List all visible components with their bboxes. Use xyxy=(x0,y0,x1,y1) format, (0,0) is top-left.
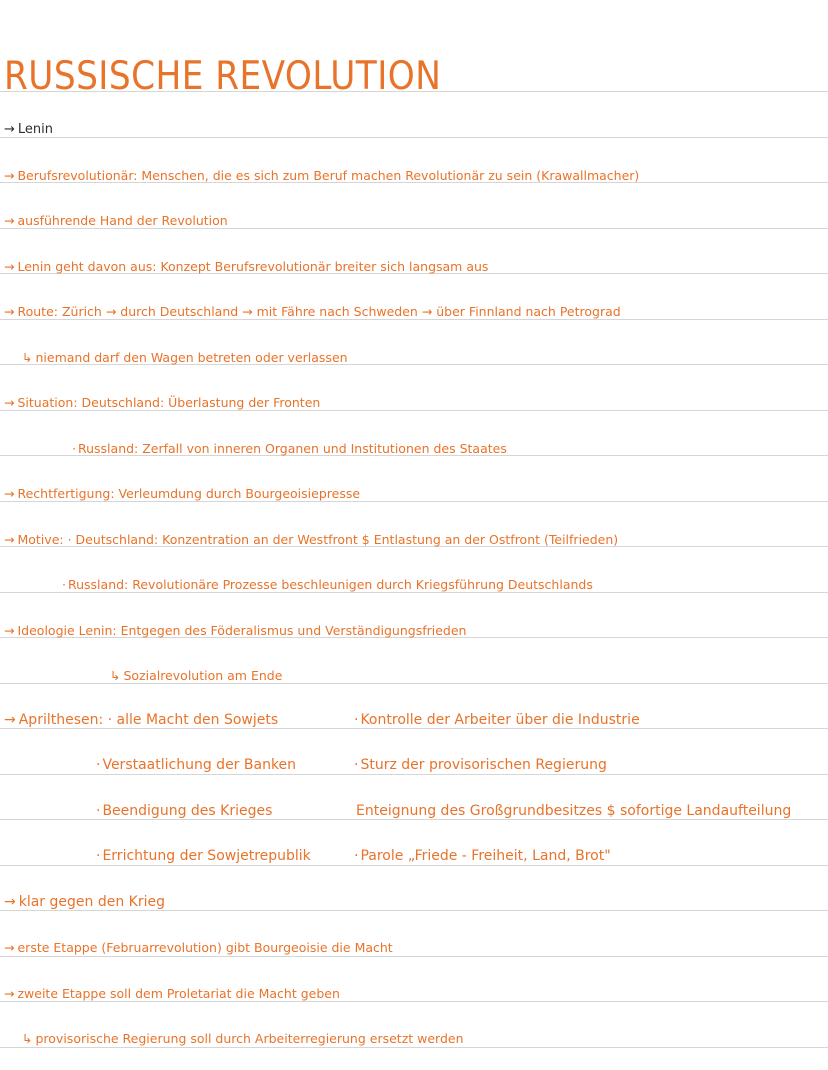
note-text: Parole „Friede - Freiheit, Land, Brot" xyxy=(360,848,611,864)
note-text: klar gegen den Krieg xyxy=(18,894,165,910)
note-line xyxy=(4,395,320,410)
ruled-line xyxy=(0,1047,828,1048)
note-text: Lenin geht davon aus: Konzept Berufsrevolutionär breiter sich langsam aus xyxy=(17,259,489,274)
ruled-line xyxy=(0,956,828,957)
note-text: Enteignung des Großgrundbesitzes $ sofortige Landaufteilung xyxy=(356,803,792,819)
ruled-line xyxy=(0,910,828,911)
page-title: RUSSISCHE REVOLUTION xyxy=(4,54,442,99)
note-line xyxy=(354,712,640,728)
note-text: provisorische Regierung soll durch Arbeiterregierung ersetzt werden xyxy=(35,1031,464,1046)
arrow-icon: → xyxy=(4,532,15,547)
note-text: Route: Zürich → durch Deutschland → mit Fähre nach Schweden → über Finnland nach Petrograd xyxy=(17,304,621,319)
arrow-icon: → xyxy=(4,986,15,1001)
arrow-icon: → xyxy=(4,940,15,955)
note-text: ausführende Hand der Revolution xyxy=(17,213,228,228)
bullet-icon: · xyxy=(354,757,359,773)
note-line xyxy=(4,623,466,638)
note-line xyxy=(4,486,360,501)
ruled-line xyxy=(0,319,828,320)
ruled-line xyxy=(0,728,828,729)
note-text: Motive: · Deutschland: Konzentration an der Westfront $ Entlastung an der Ostfront (Teilfrieden) xyxy=(17,532,619,547)
note-line xyxy=(96,757,296,773)
bullet-icon: · xyxy=(354,848,359,864)
note-text: Sozialrevolution am Ende xyxy=(123,668,283,683)
bullet-icon: · xyxy=(354,712,359,728)
note-text: Russland: Revolutionäre Prozesse beschleunigen durch Kriegsführung Deutschlands xyxy=(67,577,593,592)
bullet-icon: · xyxy=(96,757,101,773)
arrow-icon: → xyxy=(4,623,15,638)
note-text: Kontrolle der Arbeiter über die Industrie xyxy=(360,712,640,728)
note-text: Rechtfertigung: Verleumdung durch Bourgeoisiepresse xyxy=(17,486,361,501)
note-text: niemand darf den Wagen betreten oder verlassen xyxy=(35,350,348,365)
sub-arrow-icon: ↳ xyxy=(110,668,121,683)
arrow-icon: → xyxy=(4,894,16,910)
bullet-icon: · xyxy=(62,577,66,592)
note-text: Aprilthesen: · alle Macht den Sowjets xyxy=(18,712,279,728)
arrow-icon: → xyxy=(4,213,15,228)
arrow-icon: → xyxy=(4,712,16,728)
note-line xyxy=(4,532,618,547)
note-line xyxy=(4,986,340,1001)
note-text: Situation: Deutschland: Überlastung der Fronten xyxy=(17,395,321,410)
note-text: Sturz der provisorischen Regierung xyxy=(360,757,607,773)
ruled-line xyxy=(0,501,828,502)
note-line xyxy=(96,848,311,864)
note-text: zweite Etappe soll dem Proletariat die Macht geben xyxy=(17,986,340,1001)
ruled-line xyxy=(0,410,828,411)
note-line xyxy=(354,757,607,773)
bullet-icon: · xyxy=(96,848,101,864)
note-line xyxy=(354,848,611,864)
ruled-line xyxy=(0,819,828,820)
sub-arrow-icon: ↳ xyxy=(22,1031,33,1046)
arrow-icon: → xyxy=(4,259,15,274)
note-text: Verstaatlichung der Banken xyxy=(102,757,297,773)
note-text: Beendigung des Krieges xyxy=(102,803,273,819)
arrow-icon: → xyxy=(4,304,15,319)
note-line xyxy=(22,1031,464,1046)
note-line xyxy=(110,668,282,683)
note-text: Ideologie Lenin: Entgegen des Föderalismus und Verständigungsfrieden xyxy=(17,623,467,638)
arrow-icon: → xyxy=(4,486,15,501)
note-text: Berufsrevolutionär: Menschen, die es sich zum Beruf machen Revolutionär zu sein (Krawallmacher) xyxy=(17,168,640,183)
note-line xyxy=(4,940,393,955)
sub-arrow-icon: ↳ xyxy=(22,350,33,365)
note-line xyxy=(4,259,488,274)
ruled-line xyxy=(0,228,828,229)
note-line xyxy=(72,441,507,456)
note-line xyxy=(4,122,53,137)
note-text: erste Etappe (Februarrevolution) gibt Bourgeoisie die Macht xyxy=(17,940,393,955)
note-line xyxy=(22,350,348,365)
ruled-line xyxy=(0,774,828,775)
ruled-line xyxy=(0,137,828,138)
arrow-icon: → xyxy=(4,395,15,410)
note-text: Errichtung der Sowjetrepublik xyxy=(102,848,311,864)
note-line xyxy=(4,894,165,910)
note-line xyxy=(4,168,639,183)
ruled-line xyxy=(0,683,828,684)
note-text: Lenin xyxy=(17,122,54,137)
ruled-line xyxy=(0,865,828,866)
ruled-line xyxy=(0,1001,828,1002)
note-line xyxy=(356,803,791,819)
note-line xyxy=(96,803,272,819)
note-line xyxy=(4,213,228,228)
arrow-icon: → xyxy=(4,122,15,137)
note-line xyxy=(4,712,278,728)
ruled-line xyxy=(0,592,828,593)
arrow-icon: → xyxy=(4,168,15,183)
note-text: Russland: Zerfall von inneren Organen und Institutionen des Staates xyxy=(77,441,507,456)
bullet-icon: · xyxy=(96,803,101,819)
note-line xyxy=(62,577,593,592)
bullet-icon: · xyxy=(72,441,76,456)
note-line xyxy=(4,304,621,319)
